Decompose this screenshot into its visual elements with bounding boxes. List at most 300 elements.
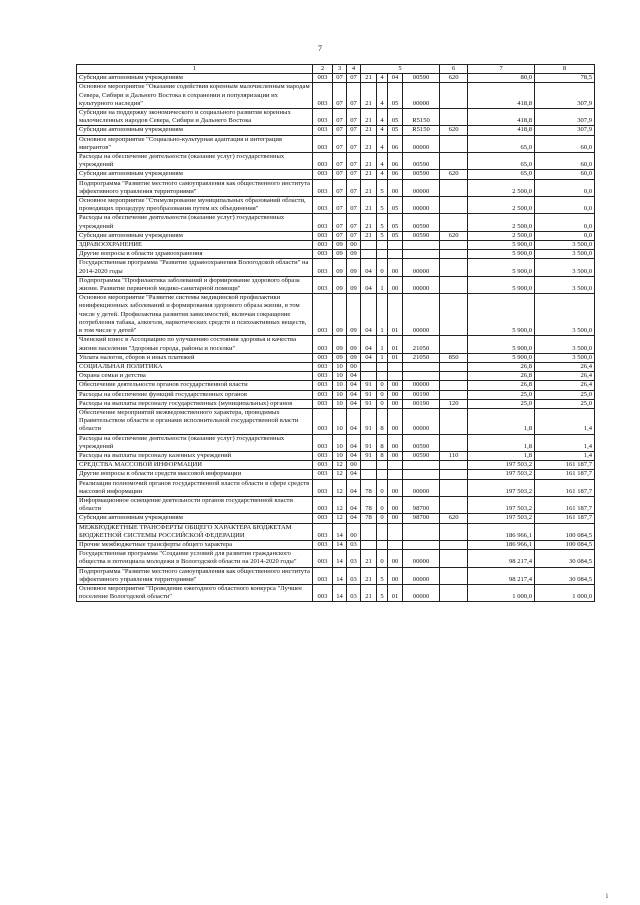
row-sum-plan: 2 500,0 <box>468 179 535 196</box>
row-section: 10 <box>333 434 347 451</box>
row-direction: 00590 <box>403 231 440 240</box>
row-subsection: 04 <box>347 408 361 434</box>
row-ministry: 003 <box>313 214 333 231</box>
table-row <box>77 126 595 135</box>
row-expense-type <box>440 241 468 250</box>
row-expense-type: 620 <box>440 126 468 135</box>
row-direction <box>403 372 440 381</box>
row-section: 07 <box>333 179 347 196</box>
row-section: 12 <box>333 461 347 470</box>
row-program: 21 <box>361 584 377 601</box>
row-program: 04 <box>361 353 377 362</box>
row-ministry: 003 <box>313 434 333 451</box>
row-subprogram: 8 <box>377 408 388 434</box>
row-ministry: 003 <box>313 362 333 371</box>
header-cell: 2 <box>313 65 333 74</box>
row-section: 12 <box>333 514 347 523</box>
row-section: 12 <box>333 470 347 479</box>
row-sum-actual: 3 500,0 <box>535 250 595 259</box>
row-program: 21 <box>361 197 377 214</box>
table-row <box>77 523 595 540</box>
table-row <box>77 197 595 214</box>
row-name: Субсидии автономным учреждениям <box>77 126 313 135</box>
row-activity <box>388 461 403 470</box>
row-subprogram: 8 <box>377 451 388 460</box>
row-section: 12 <box>333 479 347 496</box>
row-direction: 00590 <box>403 170 440 179</box>
row-ministry: 003 <box>313 179 333 196</box>
row-subprogram: 4 <box>377 153 388 170</box>
row-subprogram: 5 <box>377 197 388 214</box>
row-subprogram: 4 <box>377 170 388 179</box>
row-program: 21 <box>361 109 377 126</box>
footer-mark: i <box>606 892 608 900</box>
row-expense-type: 620 <box>440 231 468 240</box>
row-ministry: 003 <box>313 170 333 179</box>
row-program <box>361 362 377 371</box>
row-expense-type <box>440 362 468 371</box>
row-expense-type: 620 <box>440 514 468 523</box>
row-subprogram: 0 <box>377 399 388 408</box>
row-expense-type <box>440 135 468 152</box>
row-expense-type <box>440 294 468 336</box>
row-name: Расходы на выплаты персоналу государственных (муниципальных) органов <box>77 399 313 408</box>
page-number: 7 <box>318 44 322 53</box>
row-subsection: 07 <box>347 126 361 135</box>
row-sum-actual: 78,5 <box>535 74 595 83</box>
row-sum-actual: 161 187,7 <box>535 470 595 479</box>
row-subprogram: 4 <box>377 83 388 109</box>
row-sum-plan: 26,8 <box>468 362 535 371</box>
row-activity: 01 <box>388 294 403 336</box>
row-section: 09 <box>333 259 347 276</box>
row-expense-type: 110 <box>440 451 468 460</box>
row-subsection: 07 <box>347 153 361 170</box>
row-subprogram: 5 <box>377 179 388 196</box>
row-section: 10 <box>333 372 347 381</box>
row-section: 07 <box>333 74 347 83</box>
row-name: Основное мероприятие "Социально-культурная адаптация и интеграция мигрантов" <box>77 135 313 152</box>
row-program: 91 <box>361 451 377 460</box>
row-activity: 00 <box>388 259 403 276</box>
row-subsection: 07 <box>347 170 361 179</box>
table-row <box>77 451 595 460</box>
row-ministry: 003 <box>313 294 333 336</box>
row-name: Основное мероприятие "Развитие системы медицинской профилактики неинфекционных заболеваний и формирования здорового образа жизни, в том числе у детей. Профилактика развития зависимостей, включая сокращение потребления табака, алкоголя, наркотических средств и психоактивных веществ, в том числе у детей" <box>77 294 313 336</box>
row-subsection: 09 <box>347 250 361 259</box>
row-ministry: 003 <box>313 276 333 293</box>
row-direction: 00190 <box>403 390 440 399</box>
row-expense-type <box>440 470 468 479</box>
table-row <box>77 470 595 479</box>
row-activity: 00 <box>388 479 403 496</box>
row-subsection: 07 <box>347 231 361 240</box>
row-subsection: 07 <box>347 109 361 126</box>
row-sum-actual: 3 500,0 <box>535 336 595 353</box>
row-subprogram: 0 <box>377 479 388 496</box>
row-sum-actual: 3 500,0 <box>535 276 595 293</box>
row-sum-plan: 5 900,0 <box>468 353 535 362</box>
row-sum-actual: 60,0 <box>535 153 595 170</box>
row-subprogram <box>377 461 388 470</box>
row-direction: 00000 <box>403 294 440 336</box>
row-program: 91 <box>361 399 377 408</box>
row-activity <box>388 362 403 371</box>
row-activity: 01 <box>388 584 403 601</box>
row-subsection: 04 <box>347 514 361 523</box>
row-sum-plan: 98 217,4 <box>468 567 535 584</box>
row-sum-actual: 307,9 <box>535 109 595 126</box>
row-subprogram <box>377 523 388 540</box>
row-sum-actual: 3 500,0 <box>535 241 595 250</box>
row-name: Субсидии автономным учреждениям <box>77 170 313 179</box>
row-sum-plan: 2 500,0 <box>468 197 535 214</box>
row-ministry: 003 <box>313 540 333 549</box>
row-subsection: 04 <box>347 470 361 479</box>
row-sum-plan: 98 217,4 <box>468 550 535 567</box>
row-subsection: 09 <box>347 336 361 353</box>
row-sum-plan: 197 503,2 <box>468 496 535 513</box>
row-direction: 00590 <box>403 451 440 460</box>
row-activity <box>388 470 403 479</box>
row-program: 21 <box>361 231 377 240</box>
row-expense-type <box>440 550 468 567</box>
row-ministry: 003 <box>313 250 333 259</box>
row-direction: 00000 <box>403 584 440 601</box>
row-name: МЕЖБЮДЖЕТНЫЕ ТРАНСФЕРТЫ ОБЩЕГО ХАРАКТЕРА БЮДЖЕТАМ БЮДЖЕТНОЙ СИСТЕМЫ РОССИЙСКОЙ ФЕДЕРАЦИИ <box>77 523 313 540</box>
row-ministry: 003 <box>313 584 333 601</box>
table-row <box>77 567 595 584</box>
row-activity: 00 <box>388 496 403 513</box>
row-subprogram: 1 <box>377 336 388 353</box>
row-program: 21 <box>361 214 377 231</box>
table-row <box>77 434 595 451</box>
row-section: 10 <box>333 390 347 399</box>
row-sum-actual: 1,4 <box>535 408 595 434</box>
table-row <box>77 250 595 259</box>
row-program: 21 <box>361 153 377 170</box>
row-subprogram: 1 <box>377 294 388 336</box>
row-ministry: 003 <box>313 514 333 523</box>
row-activity: 00 <box>388 390 403 399</box>
table-row <box>77 109 595 126</box>
row-section: 12 <box>333 496 347 513</box>
row-subsection: 09 <box>347 259 361 276</box>
row-sum-plan: 5 900,0 <box>468 336 535 353</box>
row-subprogram: 1 <box>377 276 388 293</box>
row-activity <box>388 250 403 259</box>
table-row <box>77 83 595 109</box>
row-section: 07 <box>333 214 347 231</box>
row-activity <box>388 523 403 540</box>
header-cell: 4 <box>347 65 361 74</box>
table-row <box>77 540 595 549</box>
row-program <box>361 372 377 381</box>
row-name: Реализация полномочий органов государственной власти области в сфере средств массовой информации <box>77 479 313 496</box>
row-program <box>361 461 377 470</box>
row-subprogram: 0 <box>377 390 388 399</box>
row-expense-type <box>440 259 468 276</box>
row-program: 91 <box>361 434 377 451</box>
row-ministry: 003 <box>313 153 333 170</box>
row-name: Подпрограмма "Профилактика заболеваний и формирование здорового образа жизни. Развитие первичной медико-санитарной помощи" <box>77 276 313 293</box>
row-section: 07 <box>333 135 347 152</box>
row-expense-type <box>440 197 468 214</box>
row-sum-actual: 1,4 <box>535 451 595 460</box>
row-name: Основное мероприятие "Проведение ежегодного областного конкурса "Лучшее поселение Вологодской области" <box>77 584 313 601</box>
row-name: Информационное освещение деятельности органов государственной власти области <box>77 496 313 513</box>
row-name: СРЕДСТВА МАССОВОЙ ИНФОРМАЦИИ <box>77 461 313 470</box>
row-subsection: 07 <box>347 74 361 83</box>
row-subsection: 07 <box>347 83 361 109</box>
row-ministry: 003 <box>313 336 333 353</box>
row-ministry: 003 <box>313 83 333 109</box>
row-subsection: 04 <box>347 372 361 381</box>
row-sum-plan: 80,0 <box>468 74 535 83</box>
table-row <box>77 399 595 408</box>
row-section: 07 <box>333 109 347 126</box>
table-row <box>77 362 595 371</box>
row-sum-plan: 186 966,1 <box>468 523 535 540</box>
row-program: 04 <box>361 294 377 336</box>
row-name: Субсидии на поддержку экономического и социального развития коренных малочисленных народов Севера, Сибири и Дальнего Востока <box>77 109 313 126</box>
row-subprogram: 0 <box>377 496 388 513</box>
row-subprogram <box>377 362 388 371</box>
row-subprogram: 0 <box>377 514 388 523</box>
row-sum-actual: 0,0 <box>535 179 595 196</box>
row-sum-plan: 418,8 <box>468 83 535 109</box>
row-direction: 21050 <box>403 336 440 353</box>
row-subsection: 04 <box>347 479 361 496</box>
row-subsection: 07 <box>347 179 361 196</box>
row-name: Субсидии автономным учреждениям <box>77 514 313 523</box>
row-ministry: 003 <box>313 470 333 479</box>
row-direction: 00000 <box>403 567 440 584</box>
table-row <box>77 514 595 523</box>
row-activity: 06 <box>388 170 403 179</box>
row-sum-plan: 65,0 <box>468 153 535 170</box>
row-name: Расходы на обеспечение деятельности (оказание услуг) государственных учреждений <box>77 434 313 451</box>
header-row <box>77 65 595 74</box>
row-expense-type <box>440 214 468 231</box>
row-subsection: 04 <box>347 390 361 399</box>
row-sum-actual: 60,0 <box>535 170 595 179</box>
row-sum-actual: 0,0 <box>535 197 595 214</box>
row-activity: 06 <box>388 135 403 152</box>
row-program: 78 <box>361 514 377 523</box>
row-sum-plan: 186 966,1 <box>468 540 535 549</box>
table-row <box>77 179 595 196</box>
row-section: 10 <box>333 408 347 434</box>
table-row <box>77 294 595 336</box>
row-section: 09 <box>333 241 347 250</box>
row-ministry: 003 <box>313 461 333 470</box>
row-program: 04 <box>361 259 377 276</box>
row-program: 21 <box>361 74 377 83</box>
row-sum-actual: 25,0 <box>535 399 595 408</box>
row-subprogram: 0 <box>377 550 388 567</box>
row-name: Другие вопросы в области здравоохранения <box>77 250 313 259</box>
table-row <box>77 74 595 83</box>
row-expense-type: 120 <box>440 399 468 408</box>
row-ministry: 003 <box>313 231 333 240</box>
row-direction <box>403 470 440 479</box>
row-ministry: 003 <box>313 408 333 434</box>
table-row <box>77 461 595 470</box>
row-sum-plan: 197 503,2 <box>468 470 535 479</box>
table-row <box>77 231 595 240</box>
row-program: 78 <box>361 496 377 513</box>
row-subsection: 04 <box>347 496 361 513</box>
row-direction: R5150 <box>403 126 440 135</box>
row-activity: 00 <box>388 276 403 293</box>
row-sum-plan: 197 503,2 <box>468 461 535 470</box>
table-row <box>77 259 595 276</box>
row-section: 09 <box>333 294 347 336</box>
row-section: 07 <box>333 231 347 240</box>
table-row <box>77 353 595 362</box>
row-ministry: 003 <box>313 135 333 152</box>
row-section: 07 <box>333 126 347 135</box>
row-direction <box>403 540 440 549</box>
row-sum-plan: 5 900,0 <box>468 250 535 259</box>
row-subprogram: 8 <box>377 434 388 451</box>
row-direction: 00000 <box>403 550 440 567</box>
row-activity: 05 <box>388 83 403 109</box>
row-name: Прочие межбюджетные трансферты общего характера <box>77 540 313 549</box>
row-sum-plan: 65,0 <box>468 170 535 179</box>
row-expense-type <box>440 540 468 549</box>
table-row <box>77 584 595 601</box>
row-sum-actual: 307,9 <box>535 126 595 135</box>
row-direction: 00000 <box>403 479 440 496</box>
row-name: Государственная программа "Развитие здравоохранения Вологодской области" на 2014-2020 годы <box>77 259 313 276</box>
row-name: Другие вопросы в области средств массовой информации <box>77 470 313 479</box>
row-direction: 00000 <box>403 259 440 276</box>
row-sum-actual: 161 187,7 <box>535 496 595 513</box>
row-subprogram <box>377 540 388 549</box>
header-cell: 7 <box>468 65 535 74</box>
row-sum-actual: 25,0 <box>535 390 595 399</box>
row-ministry: 003 <box>313 74 333 83</box>
row-subprogram: 5 <box>377 231 388 240</box>
row-ministry: 003 <box>313 372 333 381</box>
row-name: Обеспечение мероприятий межведомственного характера, проводимых Правительством области и органами исполнительной государственной власти области <box>77 408 313 434</box>
row-activity: 05 <box>388 231 403 240</box>
row-direction: 00000 <box>403 179 440 196</box>
row-ministry: 003 <box>313 567 333 584</box>
row-section: 14 <box>333 567 347 584</box>
row-direction <box>403 461 440 470</box>
row-subprogram: 4 <box>377 109 388 126</box>
row-program: 21 <box>361 126 377 135</box>
row-program: 91 <box>361 381 377 390</box>
row-direction: 21050 <box>403 353 440 362</box>
row-program: 04 <box>361 276 377 293</box>
row-sum-plan: 5 900,0 <box>468 276 535 293</box>
row-expense-type: 850 <box>440 353 468 362</box>
row-subsection: 04 <box>347 399 361 408</box>
row-section: 07 <box>333 153 347 170</box>
row-sum-plan: 418,8 <box>468 109 535 126</box>
row-sum-plan: 1 000,0 <box>468 584 535 601</box>
row-subsection: 00 <box>347 241 361 250</box>
row-direction: 00000 <box>403 197 440 214</box>
row-activity <box>388 372 403 381</box>
row-program: 21 <box>361 83 377 109</box>
row-ministry: 003 <box>313 451 333 460</box>
row-subsection: 00 <box>347 523 361 540</box>
row-sum-actual: 3 500,0 <box>535 353 595 362</box>
row-sum-plan: 65,0 <box>468 135 535 152</box>
row-sum-plan: 25,0 <box>468 390 535 399</box>
row-sum-plan: 1,8 <box>468 434 535 451</box>
row-activity: 05 <box>388 126 403 135</box>
row-program: 04 <box>361 336 377 353</box>
row-direction: 00590 <box>403 434 440 451</box>
row-direction: 00000 <box>403 381 440 390</box>
table-row <box>77 381 595 390</box>
row-subsection: 07 <box>347 214 361 231</box>
row-name: Основное мероприятие "Оказание содействия коренным малочисленным народам Севера, Сибири и Дальнего Востока в сохранении и популяризации их культурного наследия" <box>77 83 313 109</box>
row-activity <box>388 241 403 250</box>
row-sum-plan: 26,8 <box>468 372 535 381</box>
budget-table <box>76 64 595 602</box>
row-direction: 98700 <box>403 514 440 523</box>
row-direction: 00590 <box>403 214 440 231</box>
row-sum-plan: 25,0 <box>468 399 535 408</box>
table-row <box>77 241 595 250</box>
row-subsection: 03 <box>347 567 361 584</box>
table-row <box>77 372 595 381</box>
row-expense-type <box>440 372 468 381</box>
header-cell: 3 <box>333 65 347 74</box>
row-sum-actual: 1 000,0 <box>535 584 595 601</box>
row-sum-actual: 100 084,5 <box>535 523 595 540</box>
row-activity: 00 <box>388 408 403 434</box>
row-sum-plan: 197 503,2 <box>468 514 535 523</box>
row-subsection: 09 <box>347 276 361 293</box>
row-sum-actual: 3 500,0 <box>535 259 595 276</box>
row-activity: 00 <box>388 399 403 408</box>
row-program <box>361 540 377 549</box>
row-name: Охрана семьи и детства <box>77 372 313 381</box>
row-activity: 04 <box>388 74 403 83</box>
row-sum-plan: 2 500,0 <box>468 231 535 240</box>
row-direction <box>403 241 440 250</box>
row-activity: 01 <box>388 353 403 362</box>
row-ministry: 003 <box>313 126 333 135</box>
row-direction: 00000 <box>403 83 440 109</box>
row-activity: 00 <box>388 179 403 196</box>
row-name: Основное мероприятие "Стимулирование муниципальных образований области, проводящих процедуру преобразования путем их объединения" <box>77 197 313 214</box>
row-direction <box>403 250 440 259</box>
row-sum-actual: 3 500,0 <box>535 294 595 336</box>
header-cell: 1 <box>77 65 313 74</box>
row-expense-type <box>440 153 468 170</box>
row-name: Уплата налогов, сборов и иных платежей <box>77 353 313 362</box>
row-sum-actual: 1,4 <box>535 434 595 451</box>
row-name: Субсидии автономным учреждениям <box>77 231 313 240</box>
table-row <box>77 479 595 496</box>
row-sum-actual: 26,4 <box>535 362 595 371</box>
row-sum-actual: 161 187,7 <box>535 479 595 496</box>
row-sum-actual: 60,0 <box>535 135 595 152</box>
row-section: 14 <box>333 540 347 549</box>
row-sum-plan: 26,8 <box>468 381 535 390</box>
row-sum-actual: 30 084,5 <box>535 550 595 567</box>
row-subprogram <box>377 470 388 479</box>
